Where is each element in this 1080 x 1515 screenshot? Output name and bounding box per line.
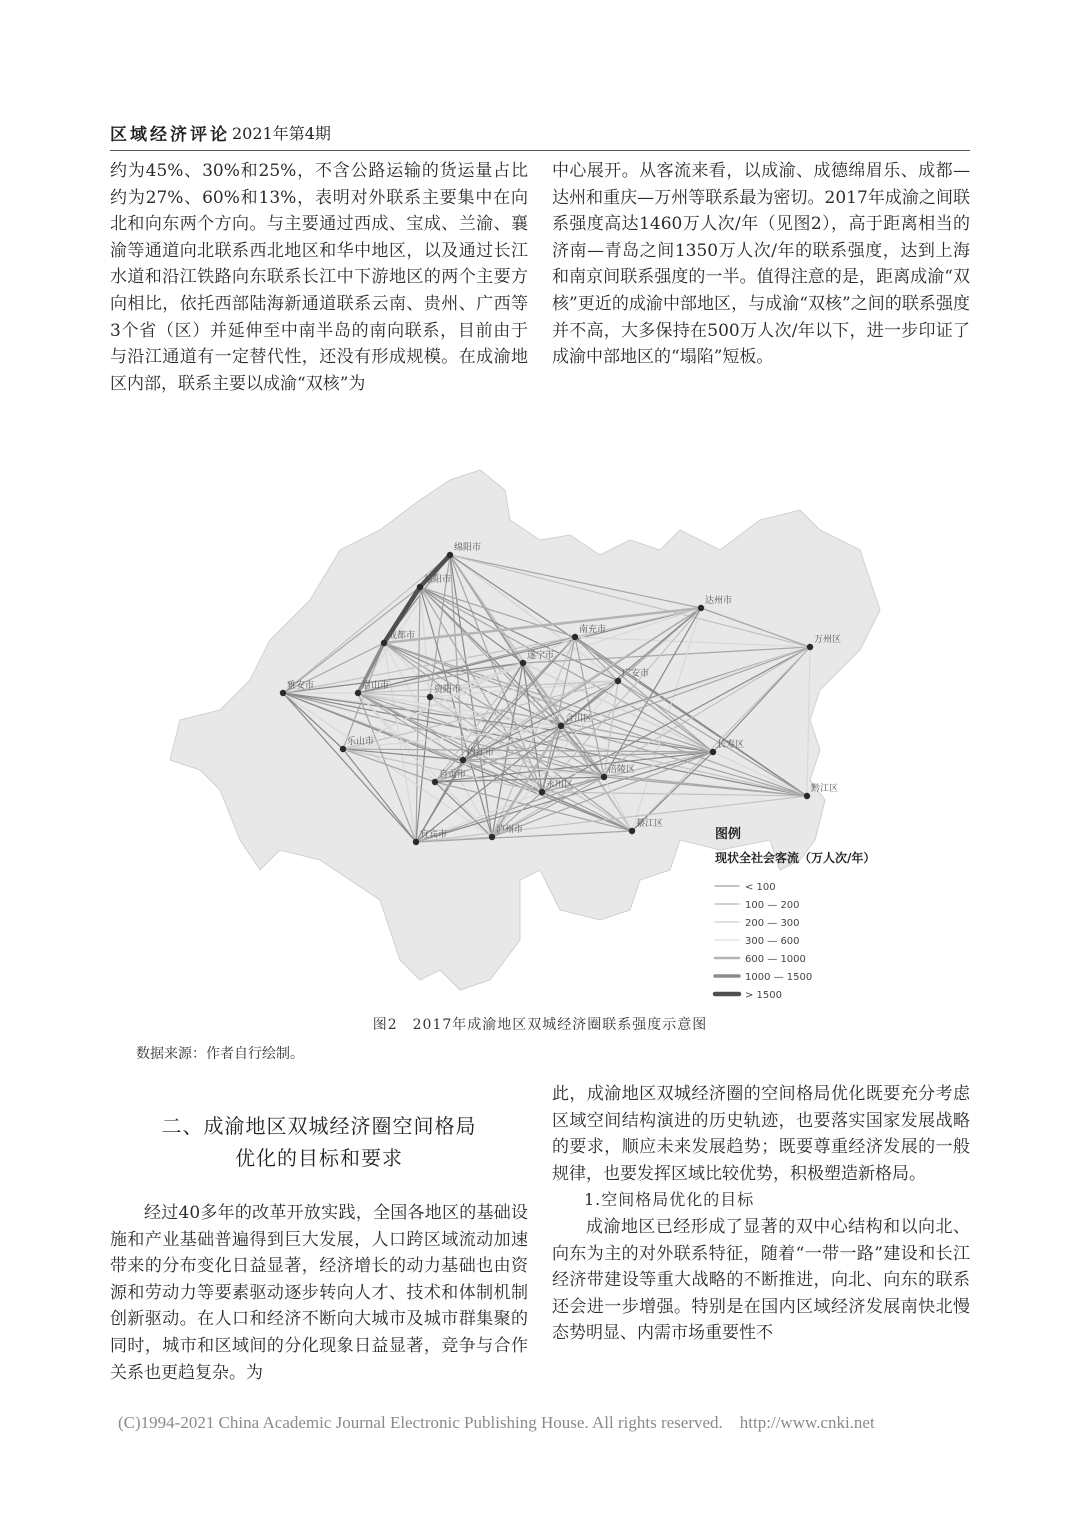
city-node <box>710 749 716 755</box>
city-node <box>427 694 433 700</box>
paragraph: 此，成渝地区双城经济圈的空间格局优化既要充分考虑区域空间结构演进的历史轨迹，也要落实国家发展战略的要求，顺应未来发展趋势；既要尊重经济发展的一般规律，也要发挥区域比较优势，积极塑造新格局。 <box>552 1084 970 1184</box>
copyright-footer: (C)1994-2021 China Academic Journal Electronic Publishing House. All rights reserved. http://www.cnki.net <box>118 1413 875 1432</box>
section-heading-line1: 二、成渝地区双城经济圈空间格局 <box>161 1114 477 1138</box>
city-label: 成都市 <box>388 631 416 641</box>
city-label: 资阳市 <box>434 685 462 695</box>
city-node <box>381 640 387 646</box>
legend-label: 1000 — 1500 <box>745 972 813 983</box>
section-heading-line2: 优化的目标和要求 <box>235 1146 403 1170</box>
city-label: 泸州市 <box>496 825 524 835</box>
city-node <box>698 605 704 611</box>
figure-caption: 图2 2017年成渝地区双城经济圈联系强度示意图 <box>372 1017 708 1033</box>
legend-label: 600 — 1000 <box>745 954 806 965</box>
city-label: 合川区 <box>565 714 593 724</box>
legend-label: > 1500 <box>745 990 783 1001</box>
city-label: 南充市 <box>579 625 607 635</box>
city-node <box>447 552 453 558</box>
legend-label: 300 — 600 <box>745 936 800 947</box>
city-node <box>807 644 813 650</box>
body-text-left-top <box>110 158 528 397</box>
city-node <box>601 774 607 780</box>
city-label: 德阳市 <box>424 575 452 585</box>
paragraph: 成渝地区已经形成了显著的双中心结构和以向北、向东为主的对外联系特征，随着“一带一路”建设和长江经济带建设等重大战略的不断推进，向北、向东的联系还会进一步增强。特别是在国内区域经济发展南快北慢态势明显、内需市场重要性不 <box>552 1216 970 1344</box>
city-label: 遂宁市 <box>527 651 555 661</box>
city-node <box>340 746 346 752</box>
city-node <box>615 678 621 684</box>
city-label: 雅安市 <box>287 681 315 691</box>
city-node <box>280 690 286 696</box>
city-label: 永川区 <box>546 780 574 790</box>
issue-number: 2021年第4期 <box>232 124 331 143</box>
paragraph: 中心展开。从客流来看，以成渝、成德绵眉乐、成都—达州和重庆—万州等联系最为密切。2017年成渝之间联系强度高达1460万人次/年（见图2），高于距离相当的济南—青岛之间1350万人次/年的联系强度，达到上海和南京间联系强度的一半。值得注意的是，距离成渝“双核”更近的成渝中部地区，与成渝“双核”之间的联系强度并不高，大多保持在500万人次/年以下，进一步印证了成渝中部地区的“塌陷”短板。 <box>552 161 970 368</box>
city-node <box>413 839 419 845</box>
city-label: 广安市 <box>622 669 650 679</box>
legend-label: 100 — 200 <box>745 900 800 911</box>
legend-label: 200 — 300 <box>745 918 800 929</box>
city-label: 达州市 <box>705 596 733 606</box>
city-node <box>355 690 361 696</box>
city-node <box>804 793 810 799</box>
section-heading <box>110 1110 528 1174</box>
network-map <box>160 460 920 1010</box>
city-label: 綦江区 <box>636 819 664 829</box>
subsection-heading: 1.空间格局优化的目标 <box>584 1190 755 1210</box>
city-node <box>432 779 438 785</box>
city-node <box>572 634 578 640</box>
figure-map <box>160 460 920 1010</box>
body-text-right-bottom <box>552 1081 970 1347</box>
running-header <box>110 120 970 151</box>
city-node <box>460 757 466 763</box>
legend-label: < 100 <box>745 882 776 893</box>
paragraph: 约为45%、30%和25%，不含公路运输的货运量占比约为27%、60%和13%，表明对外联系主要集中在向北和向东两个方向。与主要通过西成、宝成、兰渝、襄渝等通道向北联系西北地区和华中地区，以及通过长江水道和沿江铁路向东联系长江中下游地区的两个主要方向相比，依托西部陆海新通道联系云南、贵州、广西等3个省（区）并延伸至中南半岛的南向联系，目前由于与沿江通道有一定替代性，还没有形成规模。在成渝地区内部，联系主要以成渝“双核”为 <box>110 161 528 394</box>
figure-source: 数据来源：作者自行绘制。 <box>136 1046 304 1062</box>
city-label: 内江市 <box>467 748 495 758</box>
body-text-left-bottom <box>110 1200 528 1386</box>
body-text-right-top <box>552 158 970 371</box>
city-label: 长寿区 <box>717 740 745 750</box>
legend-subtitle: 现状全社会客流（万人次/年） <box>715 851 876 865</box>
city-node <box>520 660 526 666</box>
city-label: 万州区 <box>814 635 842 645</box>
city-label: 涪陵区 <box>608 765 636 775</box>
city-label: 黔江区 <box>811 784 839 794</box>
legend-title: 图例 <box>715 827 742 842</box>
journal-name: 区域经济评论 <box>110 125 230 145</box>
paragraph: 经过40多年的改革开放实践，全国各地区的基础设施和产业基础普遍得到巨大发展，人口跨区域流动加速带来的分布变化日益显著，经济增长的动力基础也由资源和劳动力等要素驱动逐步转向人才、技术和体制机制创新驱动。在人口和经济不断向大城市及城市群集聚的同时，城市和区域间的分化现象日益显著，竞争与合作关系也更趋复杂。为 <box>110 1203 528 1383</box>
city-node <box>539 789 545 795</box>
city-label: 乐山市 <box>347 737 375 747</box>
city-node <box>629 828 635 834</box>
city-node <box>558 723 564 729</box>
city-label: 宜宾市 <box>420 830 448 840</box>
city-label: 自贡市 <box>439 770 467 780</box>
city-label: 眉山市 <box>362 681 390 691</box>
city-node <box>489 834 495 840</box>
city-label: 绵阳市 <box>454 543 482 553</box>
city-node <box>417 584 423 590</box>
legend <box>714 826 875 1001</box>
